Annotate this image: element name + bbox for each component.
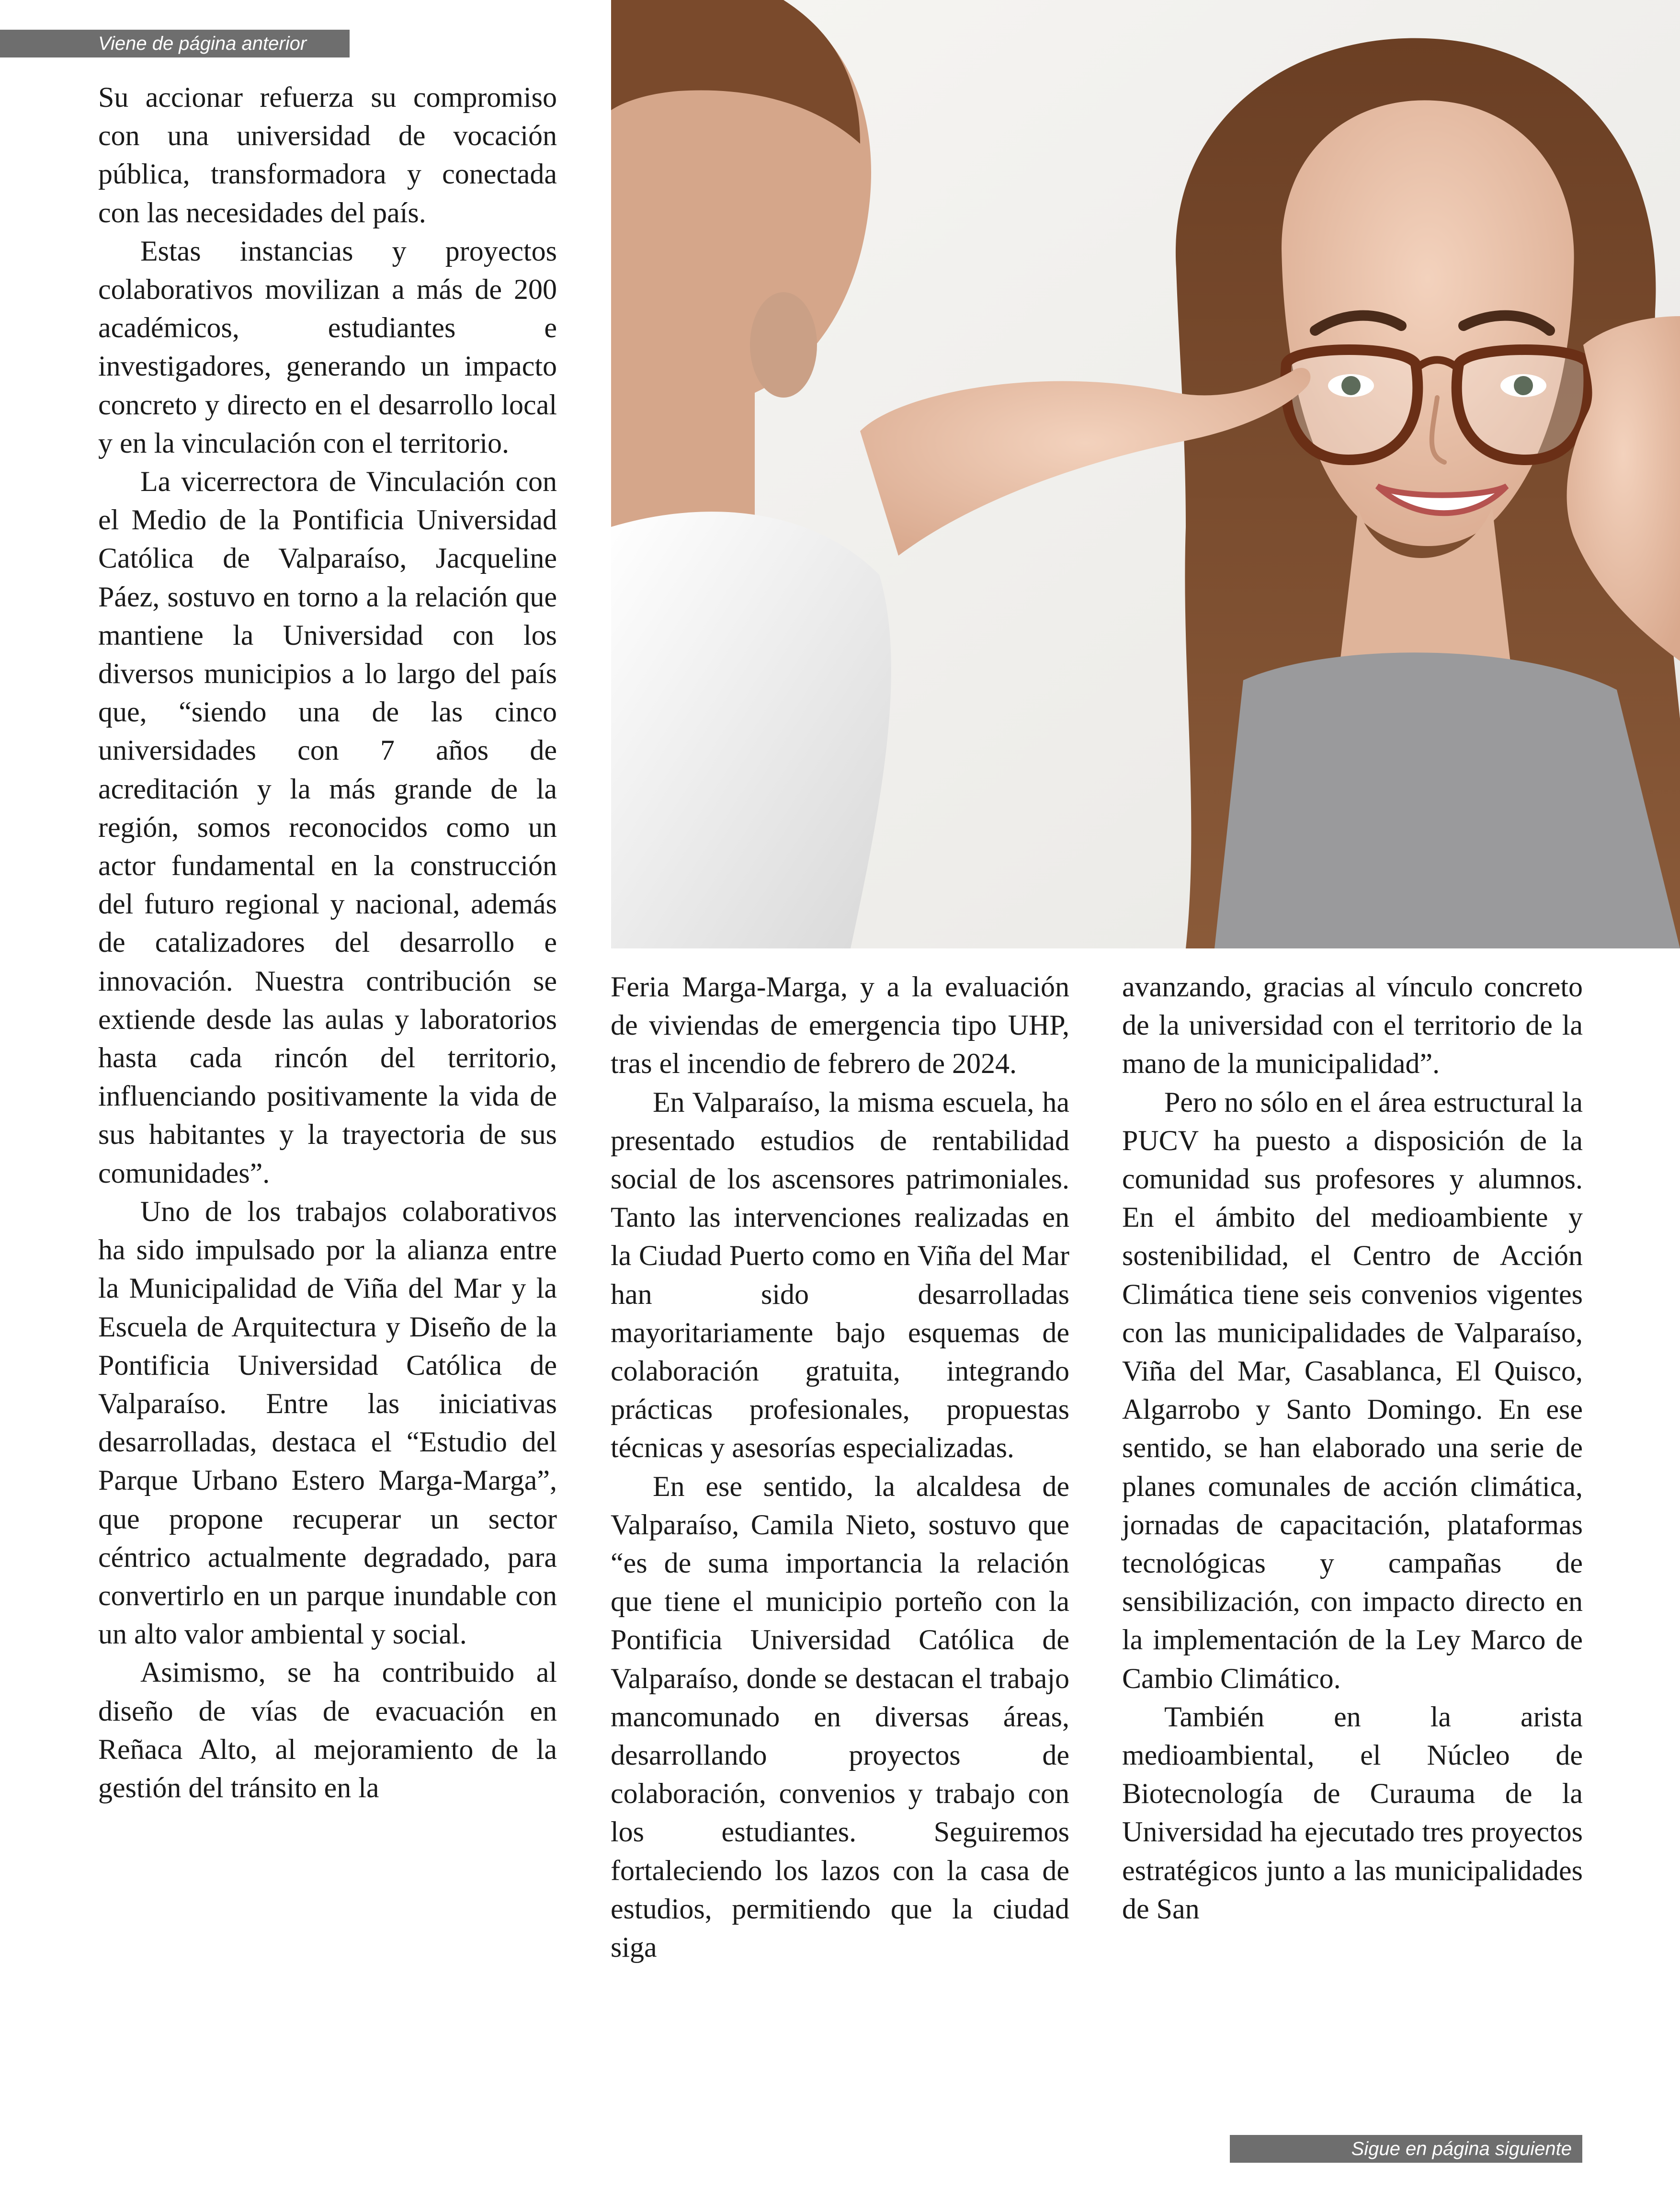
article-photo [611, 0, 1680, 948]
paragraph: Feria Marga-Marga, y a la evaluación de viviendas de emergencia tipo UHP, tras el incendio de febrero de 2024. [611, 971, 1069, 1080]
article-column-3 [1122, 968, 1583, 1928]
paragraph: La vicerrectora de Vinculación con el Medio de la Pontificia Universidad Católica de Valparaíso, Jacqueline Páez, sostuvo en torno a la relación que mantiene la Universidad con los diversos municipios a lo largo del país que, “siendo una de las cinco universidades con 7 años de acreditación y la más grande de la región, somos reconocidos como un actor fundamental en la construcción del futuro regional y nacional, además de catalizadores del desarrollo e innovación. Nuestra contribución se extiende desde las aulas y laboratorios hasta cada rincón del territorio, influenciando positivamente la vida de sus habitantes y la trayectoria de sus comunidades”. [98, 466, 557, 1189]
continued-on-next-banner: Sigue en página siguiente [1230, 2135, 1582, 2163]
article-column-2 [611, 968, 1069, 1966]
paragraph: Asimismo, se ha contribuido al diseño de vías de evacuación en Reñaca Alto, al mejoramiento de la gestión del tránsito en la [98, 1656, 557, 1803]
continued-from-previous-banner: Viene de página anterior [0, 30, 350, 57]
optician-fitting-glasses-illustration [611, 0, 1680, 948]
paragraph: En ese sentido, la alcaldesa de Valparaíso, Camila Nieto, sostuvo que “es de suma importancia la relación que tiene el municipio porteño con la Pontificia Universidad Católica de Valparaíso, donde se destacan el trabajo mancomunado en diversas áreas, desarrollando proyectos de colaboración, convenios y trabajo con los estudiantes. Seguiremos fortaleciendo los lazos con la casa de estudios, permitiendo que la ciudad siga [611, 1470, 1069, 1963]
paragraph: Estas instancias y proyectos colaborativos movilizan a más de 200 académicos, estudiantes e investigadores, generando un impacto concreto y directo en el desarrollo local y en la vinculación con el territorio. [98, 235, 557, 459]
paragraph: avanzando, gracias al vínculo concreto de la universidad con el territorio de la mano de la municipalidad”. [1122, 971, 1583, 1080]
paragraph: Su accionar refuerza su compromiso con una universidad de vocación pública, transformadora y conectada con las necesidades del país. [98, 81, 557, 228]
article-column-1 [98, 78, 557, 1807]
paragraph: Uno de los trabajos colaborativos ha sido impulsado por la alianza entre la Municipalidad de Viña del Mar y la Escuela de Arquitectura y Diseño de la Pontificia Universidad Católica de Valparaíso. Entre las iniciativas desarrolladas, destaca el “Estudio del Parque Urbano Estero Marga-Marga”, que propone recuperar un sector céntrico actualmente degradado, para convertirlo en un parque inundable con un alto valor ambiental y social. [98, 1195, 557, 1650]
paragraph: También en la arista medioambiental, el Núcleo de Biotecnología de Curauma de la Universidad ha ejecutado tres proyectos estratégicos junto a las municipalidades de San [1122, 1700, 1583, 1925]
paragraph: Pero no sólo en el área estructural la PUCV ha puesto a disposición de la comunidad sus profesores y alumnos. En el ámbito del medioambiente y sostenibilidad, el Centro de Acción Climática tiene seis convenios vigentes con las municipalidades de Valparaíso, Viña del Mar, Casablanca, El Quisco, Algarrobo y Santo Domingo. En ese sentido, se han elaborado una serie de planes comunales de acción climática, jornadas de capacitación, plataformas tecnológicas y campañas de sensibilización, con impacto directo en la implementación de la Ley Marco de Cambio Climático. [1122, 1086, 1583, 1694]
paragraph: En Valparaíso, la misma escuela, ha presentado estudios de rentabilidad social de los ascensores patrimoniales. Tanto las intervenciones realizadas en la Ciudad Puerto como en Viña del Mar han sido desarrolladas mayoritariamente bajo esquemas de colaboración gratuita, integrando prácticas profesionales, propuestas técnicas y asesorías especializadas. [611, 1086, 1069, 1464]
